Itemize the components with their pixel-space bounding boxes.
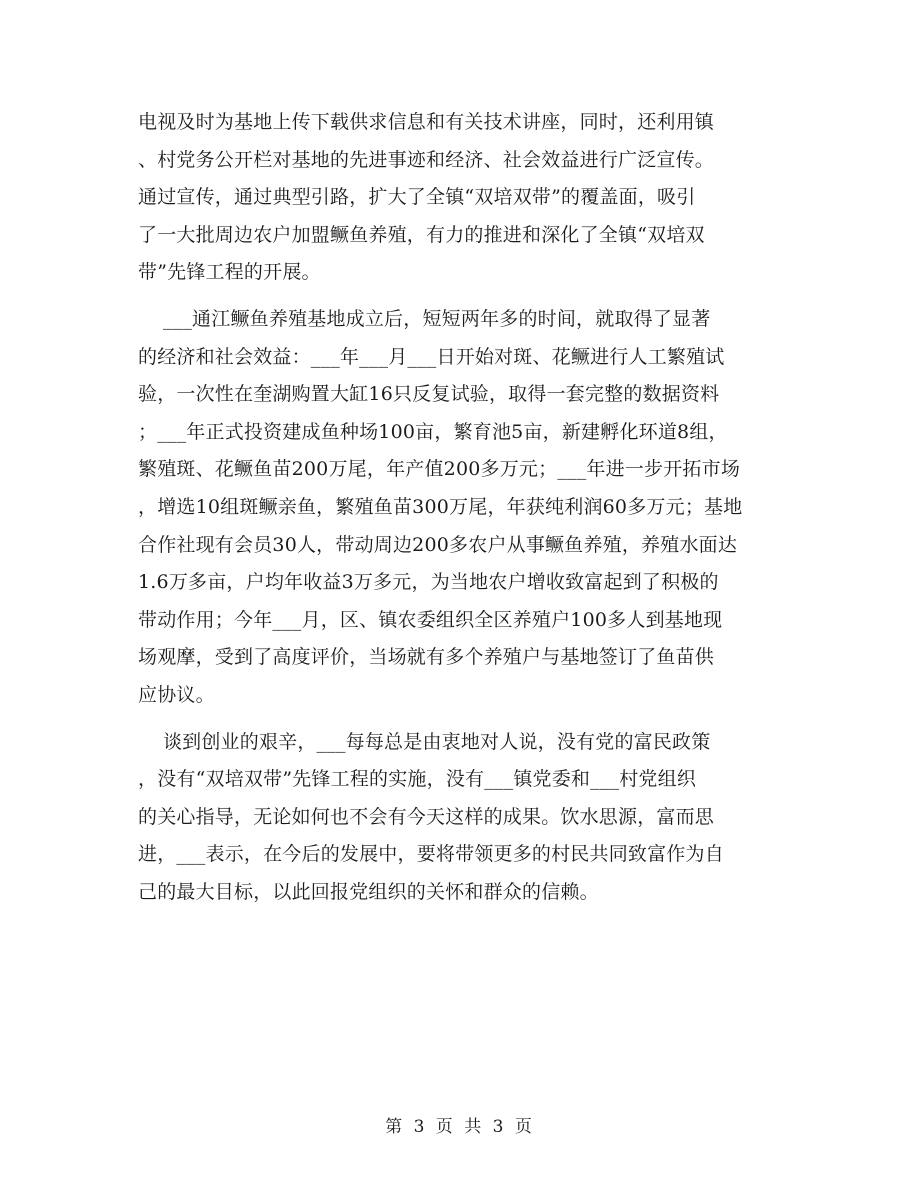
paragraph-3: [138, 724, 788, 912]
text-line: ；___年正式投资建成鱼种场100亩，繁育池5亩，新建孵化环道8组，: [138, 420, 728, 443]
text-line: ，增选10组斑鳜亲鱼，繁殖鱼苗300万尾，年获纯利润60多万元；基地: [138, 495, 743, 518]
text-line: 谈到创业的艰辛，___每每总是由衷地对人说，没有党的富民政策: [138, 730, 711, 753]
text-line: 了一大批周边农户加盟鳜鱼养殖，有力的推进和深化了全镇“双培双: [138, 223, 705, 246]
text-line: 合作社现有会员30人，带动周边200多农户从事鳜鱼养殖，养殖水面达: [138, 533, 738, 556]
text-line: 应协议。: [138, 683, 215, 706]
text-line: ，没有“双培双带”先锋工程的实施，没有___镇党委和___村党组织: [138, 768, 697, 791]
text-line: 己的最大目标，以此回报党组织的关怀和群众的信赖。: [138, 880, 599, 903]
text-line: 带”先锋工程的开展。: [138, 261, 321, 284]
paragraph-gap: [138, 292, 788, 301]
text-line: ___通江鳜鱼养殖基地成立后，短短两年多的时间，就取得了显著: [138, 307, 711, 330]
body-text: [138, 104, 788, 911]
text-line: 验，一次性在奎湖购置大缸16只反复试验，取得一套完整的数据资料: [138, 383, 720, 406]
text-line: 的经济和社会效益：___年___月___日开始对斑、花鳜进行人工繁殖试: [138, 345, 725, 368]
paragraph-gap: [138, 715, 788, 724]
text-line: 进，___表示，在今后的发展中，要将带领更多的村民共同致富作为自: [138, 843, 724, 866]
paragraph-1: [138, 104, 788, 292]
paragraph-2: [138, 301, 788, 715]
text-line: 1.6万多亩，户均年收益3万多元，为当地农户增收致富起到了积极的: [138, 571, 719, 594]
text-line: 带动作用；今年___月，区、镇农委组织全区养殖户100多人到基地现: [138, 608, 723, 631]
text-line: 场观摩，受到了高度评价，当场就有多个养殖户与基地签订了鱼苗供: [138, 646, 715, 669]
text-line: 通过宣传，通过典型引路，扩大了全镇“双培双带”的覆盖面，吸引: [138, 186, 696, 209]
text-line: 电视及时为基地上传下载供求信息和有关技术讲座，同时，还利用镇: [138, 111, 715, 133]
text-line: 的关心指导，无论如何也不会有今天这样的成果。饮水思源，富而思: [138, 805, 715, 828]
text-line: 、村党务公开栏对基地的先进事迹和经济、社会效益进行广泛宣传。: [138, 148, 715, 171]
page-footer: 第 3 页 共 3 页: [385, 1117, 535, 1137]
text-line: 繁殖斑、花鳜鱼苗200万尾，年产值200多万元；___年进一步开拓市场: [138, 458, 741, 481]
